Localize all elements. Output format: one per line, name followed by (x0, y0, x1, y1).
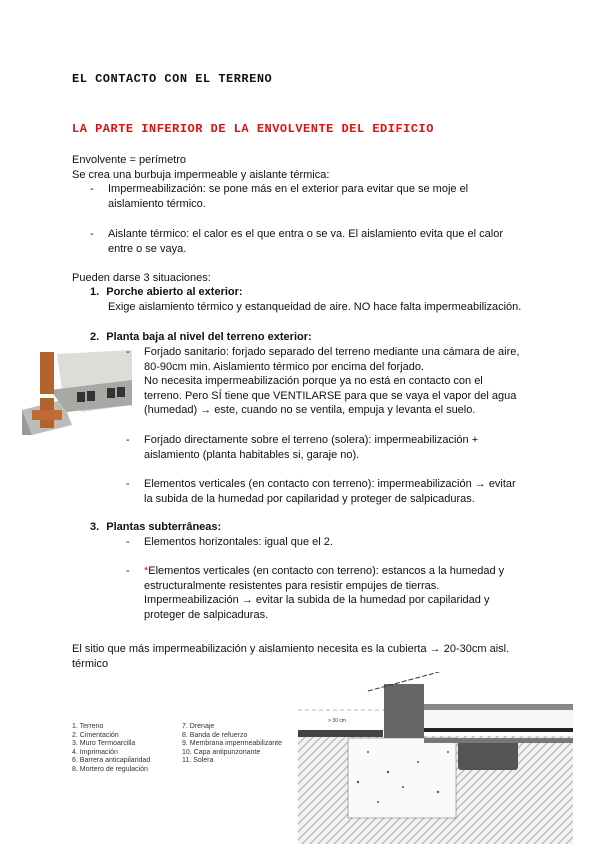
bullet-marker: - (126, 478, 130, 490)
text-line: 80-90cm min. Aislamiento térmico por encima del forjado. (144, 360, 425, 373)
intro-line: Envolvente = perímetro (72, 154, 187, 166)
legend-item: 8. Mortero de regulación (72, 765, 148, 773)
situation-2-bullet (126, 433, 566, 462)
text-line: entre o se vaya. (108, 242, 187, 255)
forjado-sanitario-illustration (22, 350, 134, 435)
asterisk: * (144, 565, 149, 577)
text-line: Elementos verticales (en contacto con terreno): estancos a la humedad y (148, 565, 505, 577)
page-title: EL CONTACTO CON EL TERRENO (72, 72, 273, 86)
legend-column-1 (72, 723, 150, 775)
intro (72, 153, 329, 182)
bullet-marker: - (126, 536, 130, 548)
legend-item: 9. Membrana impermeabilizante (182, 740, 282, 748)
bullet-marker: - (90, 228, 94, 240)
text-line: Forjado sanitario: forjado separado del terreno mediante una cámara de aire, (144, 346, 520, 358)
legend-item: 6. Barrera anticapilaridad (72, 757, 151, 765)
height-label: > 30 cm (328, 718, 346, 724)
intro-bullet (90, 227, 570, 256)
legend-item: 10. Capa antipunzonante (182, 748, 261, 756)
number: 1. (90, 286, 100, 298)
legend-column-2 (182, 723, 282, 766)
situation-2-bullet (126, 477, 566, 506)
text-line: la subida de la humedad por capilaridad y proteger de salpicaduras. (144, 492, 475, 505)
intro-bullet (90, 182, 570, 211)
legend-item: 4. Imprimación (72, 748, 118, 756)
legend-item: 1. Terreno (72, 723, 104, 730)
situations-intro: Pueden darse 3 situaciones: (72, 272, 211, 284)
text-line: terreno. Pero SÍ tiene que VENTILARSE para que se vaya el vapor del agua (144, 389, 517, 402)
bullet-marker: - (126, 565, 130, 577)
situation-2-bullet (126, 345, 566, 418)
number: 2. (90, 331, 100, 343)
legend-item: 2. Cimentación (72, 731, 119, 739)
heading: Planta baja al nivel del terreno exterior: (106, 331, 312, 343)
text-line: El sitio que más impermeabilización y aislamiento necesita es la cubierta → 20-30cm aisl. (72, 643, 510, 655)
foundation-section-diagram (298, 672, 573, 847)
situation-2-heading (90, 330, 312, 345)
text-line: No necesita impermeabilización porque ya no está en contacto con el (144, 375, 483, 388)
situation-3-bullet (126, 564, 566, 622)
situation-3-bullet (126, 535, 566, 550)
legend-item: 3. Muro Termoarcilla (72, 740, 136, 748)
text-line: Forjado directamente sobre el terreno (solera): impermeabilización + (144, 434, 479, 446)
legend-item: 8. Banda de refuerzo (182, 731, 248, 739)
text-line: térmico (72, 657, 109, 670)
section-heading: LA PARTE INFERIOR DE LA ENVOLVENTE DEL EDIFICIO (72, 122, 434, 136)
bullet-marker: - (126, 346, 130, 358)
text-line: Impermeabilización → evitar la subida de la humedad por capilaridad y (144, 594, 490, 607)
text-line: aislamiento (planta habitables si, garaje no). (144, 448, 360, 461)
number: 3. (90, 521, 100, 533)
situation-1-text: Exige aislamiento térmico y estanqueidad de aire. NO hace falta impermeabilización. (108, 301, 522, 313)
conclusion (72, 642, 509, 671)
text-line: aislamiento térmico. (108, 197, 206, 210)
bullet-marker: - (90, 183, 94, 195)
legend-item: 11. Solera (182, 757, 214, 765)
text-line: Elementos horizontales: igual que el 2. (144, 536, 333, 548)
text-line: proteger de salpicaduras. (144, 608, 269, 621)
text-line: Aislante térmico: el calor es el que entra o se va. El aislamiento evita que el calor (108, 228, 503, 240)
situation-3-heading (90, 520, 221, 535)
heading: Plantas subterrâneas: (106, 521, 222, 533)
text-line: Elementos verticales (en contacto con terreno): impermeabilización → evitar (144, 478, 516, 490)
heading: Porche abierto al exterior: (106, 286, 243, 298)
text-line: estructuralmente resistentes para resistir empujes de tierras. (144, 579, 440, 592)
text-line: Impermeabilización: se pone más en el exterior para evitar que se moje el (108, 183, 469, 195)
situation-1-heading (90, 285, 243, 300)
text-line: (humedad) → este, cuando no se ventila, empuja y levanta el suelo. (144, 404, 476, 417)
bullet-marker: - (126, 434, 130, 446)
legend-item: 7. Drenaje (182, 723, 215, 730)
intro-line: Se crea una burbuja impermeable y aislante térmica: (72, 168, 330, 181)
